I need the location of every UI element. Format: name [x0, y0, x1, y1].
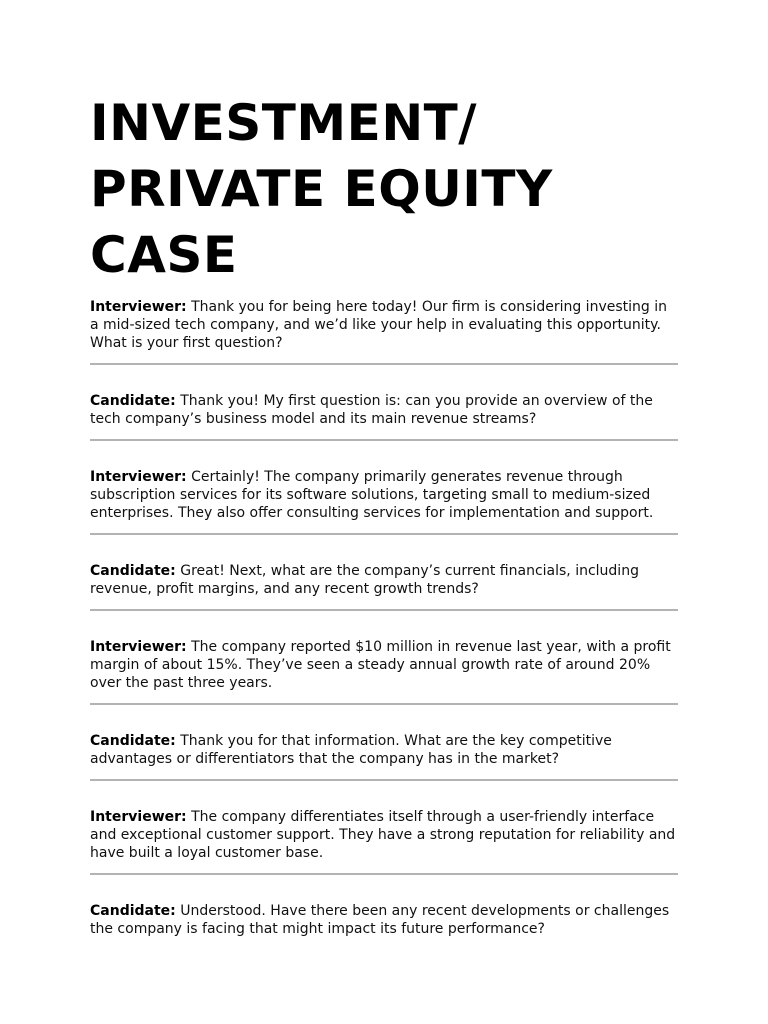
speaker-label: Interviewer: — [90, 299, 187, 315]
title-line: CASE — [90, 226, 238, 284]
turn-text: Thank you! My first question is: can you provide an overview of the tech company’s business model and its main revenue streams? — [90, 393, 653, 427]
dialogue-turn — [90, 561, 678, 609]
turn-text: Understood. Have there been any recent developments or challenges the company is facing that might impact its future performance? — [90, 903, 670, 937]
interview-dialogue — [90, 297, 678, 949]
dialogue-turn — [90, 807, 678, 873]
divider — [90, 533, 678, 535]
speaker-label: Candidate: — [90, 903, 176, 919]
turn-text: Thank you for being here today! Our firm is considering investing in a mid-sized tech company, and we’d like your help in evaluating this opportunity. What is your first question? — [90, 299, 667, 351]
speaker-label: Candidate: — [90, 393, 176, 409]
turn-text: Thank you for that information. What are the key competitive advantages or differentiators that the company has in the market? — [90, 733, 612, 767]
speaker-label: Interviewer: — [90, 639, 187, 655]
divider — [90, 363, 678, 365]
divider — [90, 609, 678, 611]
divider — [90, 779, 678, 781]
turn-text: The company differentiates itself through a user-friendly interface and exceptional customer support. They have a strong reputation for reliability and have built a loyal customer base. — [90, 809, 676, 861]
dialogue-turn — [90, 901, 678, 949]
divider — [90, 439, 678, 441]
title-line: INVESTMENT/ — [90, 94, 478, 152]
speaker-label: Interviewer: — [90, 809, 187, 825]
turn-text: The company reported $10 million in revenue last year, with a profit margin of about 15%. They’ve seen a steady annual growth rate of around 20% over the past three years. — [90, 639, 671, 691]
speaker-label: Candidate: — [90, 563, 176, 579]
dialogue-turn — [90, 297, 678, 363]
speaker-label: Interviewer: — [90, 469, 187, 485]
dialogue-turn — [90, 391, 678, 439]
turn-text: Certainly! The company primarily generates revenue through subscription services for its software solutions, targeting small to medium-sized enterprises. They also offer consulting services for implementation and support. — [90, 469, 654, 521]
turn-text: Great! Next, what are the company’s current financials, including revenue, profit margins, and any recent growth trends? — [90, 563, 639, 597]
dialogue-turn — [90, 637, 678, 703]
page-title — [90, 90, 690, 288]
title-line: PRIVATE EQUITY — [90, 160, 553, 218]
dialogue-turn — [90, 731, 678, 779]
dialogue-turn — [90, 467, 678, 533]
divider — [90, 703, 678, 705]
divider — [90, 873, 678, 875]
speaker-label: Candidate: — [90, 733, 176, 749]
